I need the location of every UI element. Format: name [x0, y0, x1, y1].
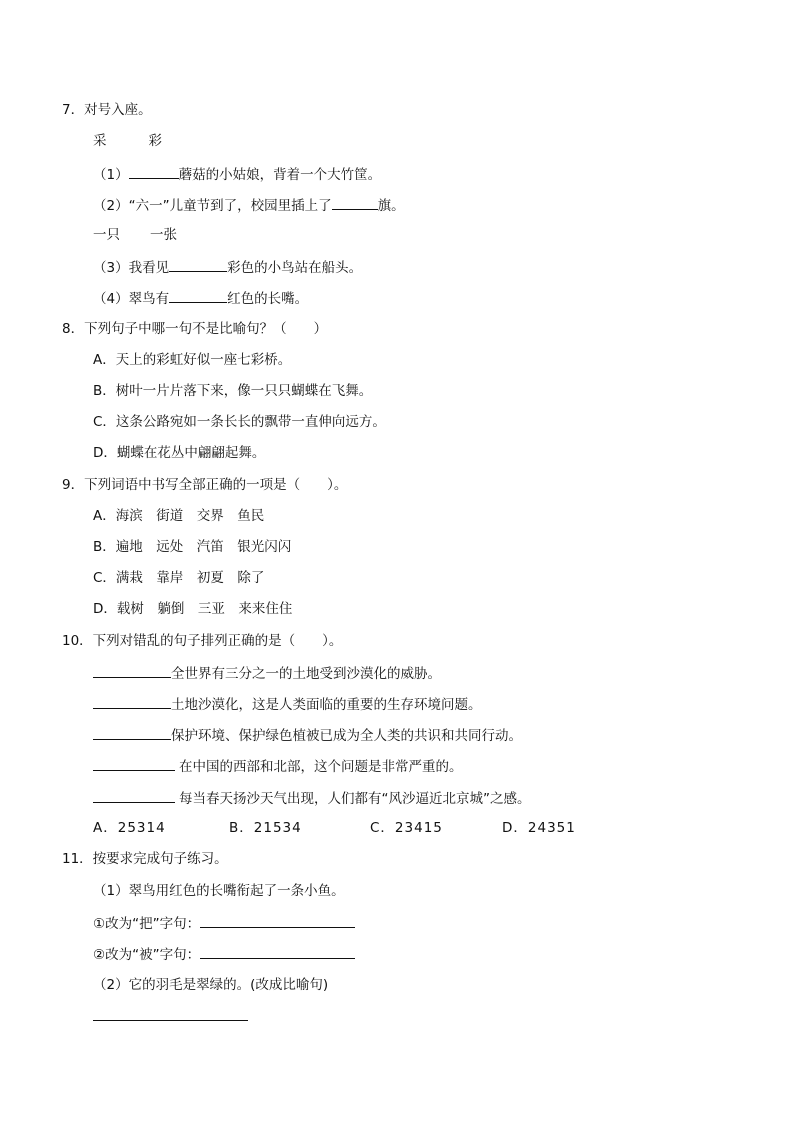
q7-word-cai1: 采	[93, 133, 107, 149]
q7-word-cai2: 彩	[148, 133, 162, 149]
q10-title: 10．下列对错乱的句子排列正确的是（ ）。	[62, 633, 343, 649]
q7-item3-blank[interactable]	[169, 257, 227, 272]
q11-sentence-2: （2）它的羽毛是翠绿的。(改成比喻句)	[93, 977, 329, 993]
q9-option-d[interactable]: D．载树 躺倒 三亚 来来住住	[93, 601, 293, 617]
q11-sentence-1: （1）翠鸟用红色的长嘴衔起了一条小鱼。	[93, 883, 345, 899]
q10-sentence-4	[93, 756, 463, 776]
q11-answer-blank[interactable]	[93, 1006, 248, 1021]
q10-option-c[interactable]: C．23415	[370, 820, 443, 836]
q10-option-a[interactable]: A．25314	[93, 820, 166, 836]
q9-option-a[interactable]: A．海滨 街道 交界 鱼民	[93, 508, 265, 524]
q7-item4-blank[interactable]	[169, 288, 227, 303]
q11-title: 11．按要求完成句子练习。	[62, 851, 228, 867]
q7-item3-prefix: （3）我看见	[93, 260, 170, 276]
q10-sentence5-text: 每当春天扬沙天气出现，人们都有“风沙逼近北京城”之感。	[179, 791, 531, 807]
q10-options	[93, 819, 576, 837]
q7-item1-suffix: 蘑菇的小姑娘，背着一个大竹筐。	[178, 167, 382, 183]
q8-option-d[interactable]: D．蝴蝶在花丛中翩翩起舞。	[93, 445, 266, 461]
q9-option-c[interactable]: C．满栽 靠岸 初夏 除了	[93, 570, 265, 586]
q7-item-3	[93, 257, 362, 277]
q10-sentence1-blank[interactable]	[93, 663, 171, 678]
q10-sentence3-text: 保护环境、保护绿色植被已成为全人类的共识和共同行动。	[171, 728, 522, 744]
q10-sentence5-blank[interactable]	[93, 788, 175, 803]
q11-task2-blank[interactable]	[200, 944, 355, 959]
q10-sentence-1	[93, 663, 441, 683]
q10-sentence1-text: 全世界有三分之一的土地受到沙漠化的威胁。	[171, 666, 441, 682]
q11-task-2	[93, 944, 355, 964]
q9-option-b[interactable]: B．遍地 远处 汽笛 银光闪闪	[93, 539, 292, 555]
q11-task-1	[93, 913, 355, 933]
q7-item1-blank[interactable]	[129, 164, 179, 179]
q7-word-yizhi: 一只	[93, 227, 120, 243]
q7-item4-prefix: （4）翠鸟有	[93, 291, 170, 307]
q7-item-1	[93, 164, 381, 184]
q8-option-c[interactable]: C．这条公路宛如一条长长的飘带一直伸向远方。	[93, 414, 386, 430]
q10-sentence-3	[93, 725, 522, 745]
q7-word-yizhang: 一张	[150, 227, 177, 243]
q10-sentence2-blank[interactable]	[93, 694, 171, 709]
q8-option-b[interactable]: B．树叶一片片落下来，像一只只蝴蝶在飞舞。	[93, 383, 373, 399]
q10-sentence4-text: 在中国的西部和北部，这个问题是非常严重的。	[179, 759, 463, 775]
q8-title: 8．下列句子中哪一句不是比喻句？（ ）	[62, 321, 328, 337]
q7-item4-suffix: 红色的长嘴。	[227, 291, 309, 307]
q10-option-b[interactable]: B．21534	[229, 820, 302, 836]
q7-word-group-2	[93, 226, 177, 244]
q7-item3-suffix: 彩色的小鸟站在船头。	[227, 260, 363, 276]
q10-option-d[interactable]: D．24351	[502, 820, 576, 836]
q7-item2-suffix: 旗。	[377, 198, 405, 214]
q8-option-a[interactable]: A．天上的彩虹好似一座七彩桥。	[93, 352, 292, 368]
q10-sentence3-blank[interactable]	[93, 725, 171, 740]
q7-item1-prefix: （1）	[93, 167, 129, 183]
q10-sentence2-text: 土地沙漠化，这是人类面临的重要的生存环境问题。	[171, 697, 482, 713]
q7-word-group-1	[93, 132, 162, 150]
q11-answer-line	[93, 1006, 248, 1026]
q7-title: 7．对号入座。	[62, 102, 152, 118]
q10-sentence-5	[93, 788, 531, 808]
q11-task1-label: ①改为“把”字句：	[93, 916, 201, 932]
q11-task2-label: ②改为“被”字句：	[93, 947, 201, 963]
q10-sentence-2	[93, 694, 482, 714]
q7-item2-blank[interactable]	[332, 195, 378, 210]
q7-item2-prefix: （2）“六一”儿童节到了，校园里插上了	[93, 198, 332, 214]
q11-task1-blank[interactable]	[200, 913, 355, 928]
q10-sentence4-blank[interactable]	[93, 756, 175, 771]
q7-item-2	[93, 195, 405, 215]
q9-title: 9．下列词语中书写全部正确的一项是（ ）。	[62, 477, 348, 493]
q7-item-4	[93, 288, 308, 308]
